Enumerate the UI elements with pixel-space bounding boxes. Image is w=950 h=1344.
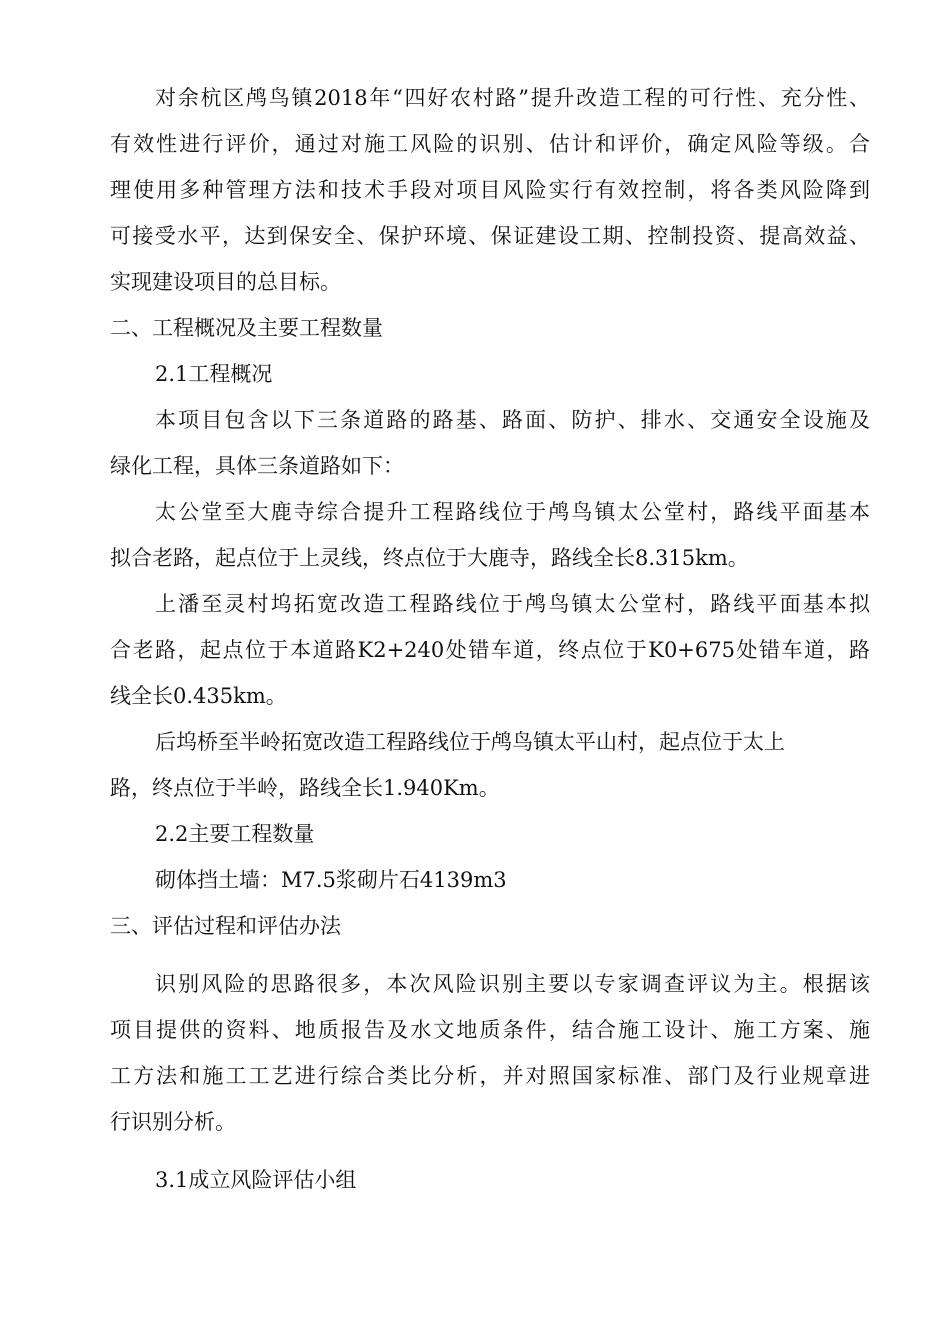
text-line: 对余杭区鸬鸟镇2018年“四好农村路”提升改造工程的可行性、充分性、 xyxy=(155,86,870,110)
section-heading: 二、工程概况及主要工程数量 xyxy=(110,316,383,340)
text-line: 绿化工程，具体三条道路如下： xyxy=(110,454,404,478)
text-line: 线全长0.435km。 xyxy=(110,684,287,708)
text-line: 实现建设项目的总目标。 xyxy=(110,270,341,294)
text-line: 项目提供的资料、地质报告及水文地质条件，结合施工设计、施工方案、施 xyxy=(110,1018,870,1042)
text-line: 砌体挡土墙：M7.5浆砌片石4139m3 xyxy=(155,868,507,892)
subsection-heading: 2.2主要工程数量 xyxy=(155,822,315,846)
text-line: 本项目包含以下三条道路的路基、路面、防护、排水、交通安全设施及 xyxy=(155,408,870,432)
text-line: 后坞桥至半岭拓宽改造工程路线位于鸬鸟镇太平山村，起点位于太上 xyxy=(155,730,785,754)
section-heading: 三、评估过程和评估办法 xyxy=(110,914,341,938)
text-line: 行识别分析。 xyxy=(110,1110,236,1134)
text-line: 识别风险的思路很多，本次风险识别主要以专家调查评议为主。根据该 xyxy=(155,972,870,996)
text-line: 拟合老路，起点位于上灵线，终点位于大鹿寺，路线全长8.315km。 xyxy=(110,546,749,570)
text-line: 太公堂至大鹿寺综合提升工程路线位于鸬鸟镇太公堂村，路线平面基本 xyxy=(155,500,870,524)
text-line: 路，终点位于半岭，路线全长1.940Km。 xyxy=(110,776,500,800)
text-line: 上潘至灵村坞拓宽改造工程路线位于鸬鸟镇太公堂村，路线平面基本拟 xyxy=(155,592,870,616)
text-line: 工方法和施工工艺进行综合类比分析，并对照国家标准、部门及行业规章进 xyxy=(110,1064,870,1088)
subsection-heading: 3.1成立风险评估小组 xyxy=(155,1168,357,1192)
text-line: 有效性进行评价，通过对施工风险的识别、估计和评价，确定风险等级。合 xyxy=(110,132,870,156)
text-line: 可接受水平，达到保安全、保护环境、保证建设工期、控制投资、提高效益、 xyxy=(110,224,870,248)
text-line: 理使用多种管理方法和技术手段对项目风险实行有效控制，将各类风险降到 xyxy=(110,178,870,202)
text-line: 合老路，起点位于本道路K2+240处错车道，终点位于K0+675处错车道，路 xyxy=(110,638,870,662)
subsection-heading: 2.1工程概况 xyxy=(155,362,273,386)
